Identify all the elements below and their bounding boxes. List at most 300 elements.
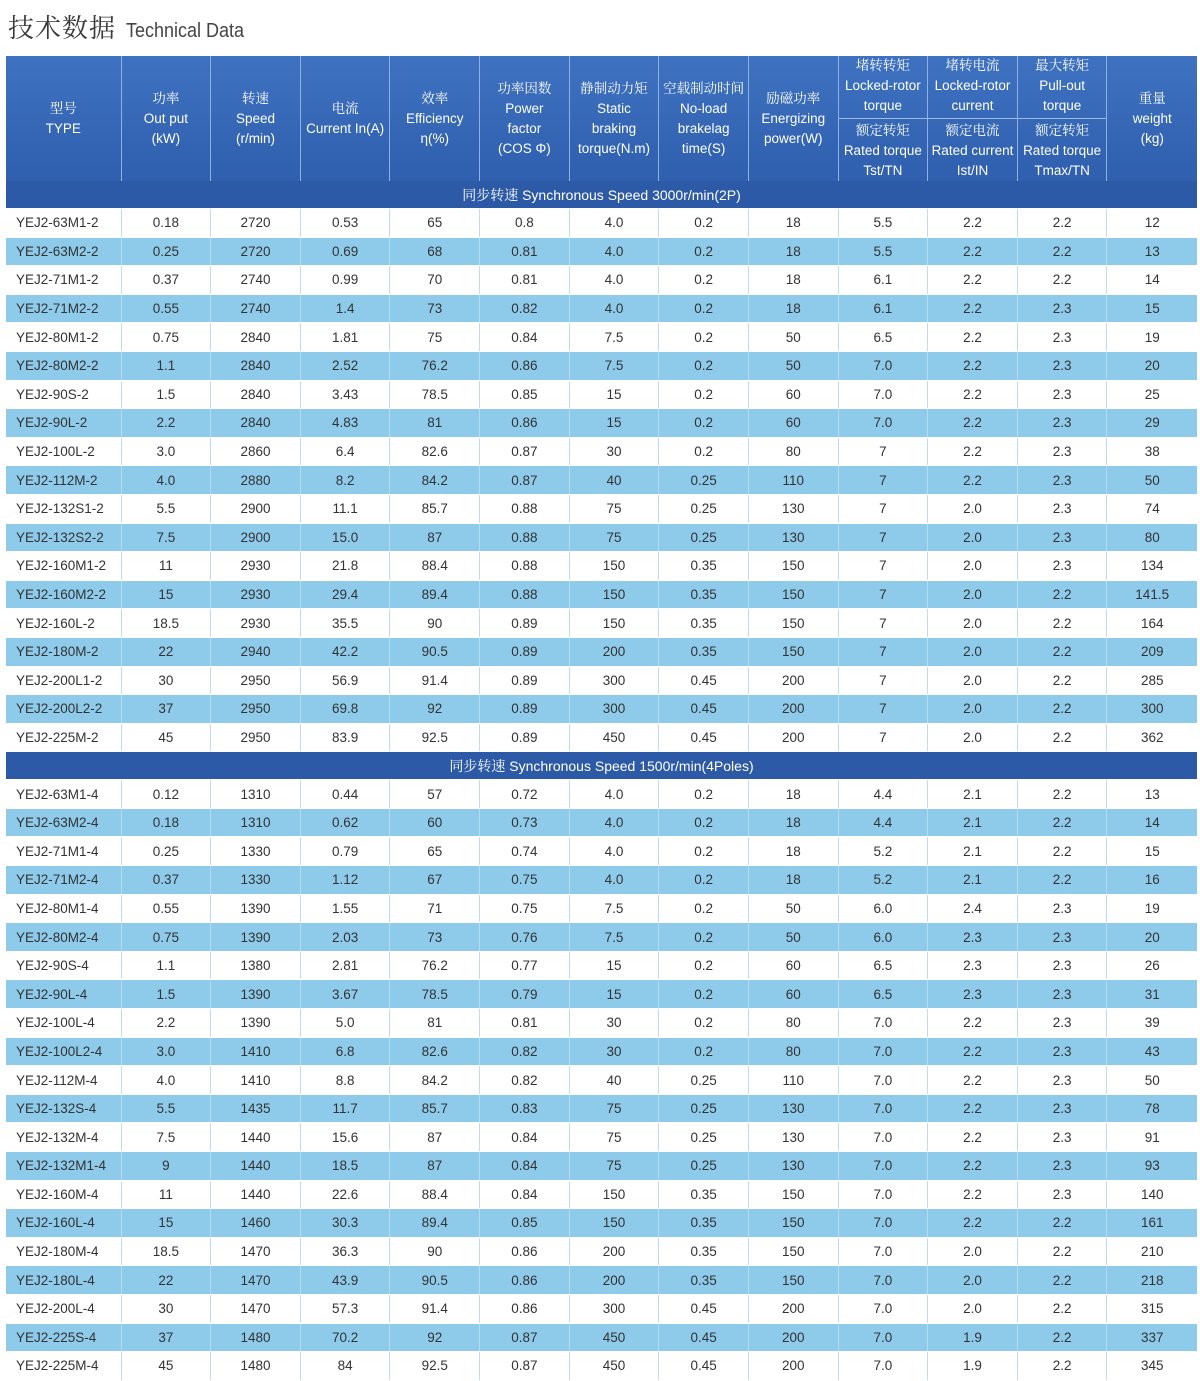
table-cell: 2.3 <box>1017 1066 1107 1095</box>
page-title-cn: 技术数据 <box>8 14 117 44</box>
model-type-cell: YEJ2-71M1-2 <box>6 266 121 295</box>
table-row <box>6 523 1197 552</box>
table-cell: 7.5 <box>569 323 659 352</box>
table-cell: 7.5 <box>569 351 659 380</box>
table-cell: 0.12 <box>121 780 211 809</box>
table-cell: 1390 <box>211 980 301 1009</box>
table-cell: 18 <box>748 294 838 323</box>
table-row <box>6 409 1197 438</box>
table-cell: 69.8 <box>300 695 390 724</box>
column-header-3 <box>300 56 390 181</box>
table-cell: 42.2 <box>300 637 390 666</box>
column-header-line: Rated current <box>931 143 1014 158</box>
table-cell: 7.0 <box>838 1180 928 1209</box>
table-cell: 2.3 <box>1017 1180 1107 1209</box>
column-header-10 <box>928 56 1018 181</box>
table-cell: 0.45 <box>659 666 749 695</box>
table-cell: 6.1 <box>838 266 928 295</box>
table-cell: 2.3 <box>1017 1009 1107 1038</box>
table-cell: 74 <box>1107 494 1197 523</box>
table-cell: 3.0 <box>121 437 211 466</box>
column-header-line: Rated torque <box>1023 143 1102 158</box>
table-cell: 2.3 <box>1017 380 1107 409</box>
table-cell: 7.0 <box>838 1209 928 1238</box>
table-cell: 1.9 <box>928 1323 1018 1352</box>
table-cell: 2.2 <box>1017 723 1107 752</box>
table-cell: 2840 <box>211 380 301 409</box>
column-header-line: brakelag <box>677 120 730 136</box>
column-header-line: Current In(A) <box>306 120 385 136</box>
table-cell: 6.0 <box>838 923 928 952</box>
table-cell: 81 <box>390 409 480 438</box>
table-cell: 0.82 <box>480 1037 570 1066</box>
table-cell: 15 <box>569 409 659 438</box>
table-cell: 1.81 <box>300 323 390 352</box>
table-cell: 209 <box>1107 637 1197 666</box>
table-cell: 5.5 <box>838 237 928 266</box>
table-cell: 70.2 <box>300 1323 390 1352</box>
table-cell: 0.25 <box>121 237 211 266</box>
table-cell: 11.1 <box>300 494 390 523</box>
table-cell: 67 <box>390 866 480 895</box>
table-cell: 2930 <box>211 580 301 609</box>
column-header-line: Static <box>597 100 631 116</box>
table-cell: 0.89 <box>480 666 570 695</box>
column-header-denominator <box>1018 118 1107 181</box>
table-cell: 4.0 <box>569 780 659 809</box>
table-cell: 7 <box>838 580 928 609</box>
table-cell: 0.25 <box>121 837 211 866</box>
table-cell: 87 <box>390 523 480 552</box>
table-cell: 73 <box>390 923 480 952</box>
table-cell: 150 <box>748 552 838 581</box>
table-cell: 80 <box>1107 523 1197 552</box>
table-cell: 2.2 <box>1017 1209 1107 1238</box>
table-cell: 2.2 <box>928 1209 1018 1238</box>
table-cell: 60 <box>390 808 480 837</box>
table-row <box>6 1266 1197 1295</box>
table-cell: 38 <box>1107 437 1197 466</box>
column-header-line: Energizing <box>761 110 826 126</box>
table-cell: 15 <box>1107 837 1197 866</box>
table-cell: 2.2 <box>1017 808 1107 837</box>
table-cell: 1480 <box>211 1352 301 1381</box>
table-row <box>6 494 1197 523</box>
column-header-line: 效率 <box>421 90 449 106</box>
column-header-line: weight <box>1132 110 1172 126</box>
table-cell: 2.3 <box>1017 923 1107 952</box>
table-cell: 2.2 <box>1017 1323 1107 1352</box>
table-cell: 0.81 <box>480 1009 570 1038</box>
table-cell: 0.2 <box>659 209 749 238</box>
column-header-line: Power <box>505 100 544 116</box>
table-cell: 81 <box>390 1009 480 1038</box>
table-cell: 22 <box>121 637 211 666</box>
model-type-cell: YEJ2-80M1-2 <box>6 323 121 352</box>
table-cell: 80 <box>748 1037 838 1066</box>
table-cell: 31 <box>1107 980 1197 1009</box>
table-cell: 210 <box>1107 1237 1197 1266</box>
table-cell: 0.25 <box>659 1152 749 1181</box>
table-cell: 90.5 <box>390 1266 480 1295</box>
table-cell: 0.86 <box>480 1294 570 1323</box>
table-cell: 7.5 <box>569 894 659 923</box>
column-header-line: Tmax/TN <box>1034 163 1090 178</box>
table-cell: 337 <box>1107 1323 1197 1352</box>
table-cell: 0.2 <box>659 951 749 980</box>
table-cell: 1.1 <box>121 351 211 380</box>
table-row <box>6 466 1197 495</box>
table-cell: 36.3 <box>300 1237 390 1266</box>
table-cell: 7.0 <box>838 1037 928 1066</box>
table-cell: 43 <box>1107 1037 1197 1066</box>
table-cell: 7.0 <box>838 1352 928 1381</box>
table-cell: 2.3 <box>1017 494 1107 523</box>
table-cell: 2.2 <box>121 1009 211 1038</box>
table-cell: 0.55 <box>121 294 211 323</box>
table-cell: 140 <box>1107 1180 1197 1209</box>
table-cell: 7 <box>838 494 928 523</box>
table-cell: 15 <box>569 951 659 980</box>
table-cell: 1390 <box>211 1009 301 1038</box>
table-cell: 200 <box>748 666 838 695</box>
table-cell: 150 <box>569 580 659 609</box>
table-cell: 150 <box>569 552 659 581</box>
table-cell: 1.9 <box>928 1352 1018 1381</box>
table-cell: 92.5 <box>390 723 480 752</box>
column-header-8 <box>748 56 838 181</box>
model-type-cell: YEJ2-225M-2 <box>6 723 121 752</box>
table-cell: 0.45 <box>659 1294 749 1323</box>
model-type-cell: YEJ2-132M1-4 <box>6 1152 121 1181</box>
page-title-en: Technical Data <box>126 20 245 42</box>
table-cell: 2.2 <box>928 1066 1018 1095</box>
table-cell: 2.3 <box>1017 951 1107 980</box>
model-type-cell: YEJ2-160M1-2 <box>6 552 121 581</box>
table-cell: 0.45 <box>659 1323 749 1352</box>
model-type-cell: YEJ2-80M2-4 <box>6 923 121 952</box>
table-cell: 1330 <box>211 866 301 895</box>
table-cell: 7.5 <box>121 523 211 552</box>
table-cell: 2.3 <box>928 980 1018 1009</box>
table-cell: 14 <box>1107 808 1197 837</box>
table-cell: 2.52 <box>300 351 390 380</box>
table-cell: 150 <box>569 609 659 638</box>
table-cell: 2.3 <box>1017 1094 1107 1123</box>
table-cell: 0.89 <box>480 723 570 752</box>
table-cell: 3.0 <box>121 1037 211 1066</box>
table-row <box>6 894 1197 923</box>
table-cell: 0.44 <box>300 780 390 809</box>
model-type-cell: YEJ2-90S-4 <box>6 951 121 980</box>
table-cell: 1435 <box>211 1094 301 1123</box>
table-cell: 1.55 <box>300 894 390 923</box>
column-header-7 <box>659 56 749 181</box>
table-cell: 0.18 <box>121 808 211 837</box>
table-cell: 161 <box>1107 1209 1197 1238</box>
table-cell: 73 <box>390 294 480 323</box>
table-cell: 68 <box>390 237 480 266</box>
table-cell: 6.5 <box>838 323 928 352</box>
table-cell: 1.5 <box>121 980 211 1009</box>
table-row <box>6 237 1197 266</box>
table-cell: 0.25 <box>659 523 749 552</box>
table-cell: 15.6 <box>300 1123 390 1152</box>
table-cell: 50 <box>1107 1066 1197 1095</box>
table-cell: 25 <box>1107 380 1197 409</box>
table-cell: 2740 <box>211 294 301 323</box>
column-header-line: Rated torque <box>843 143 922 158</box>
table-cell: 0.89 <box>480 609 570 638</box>
table-cell: 2.0 <box>928 552 1018 581</box>
column-header-9 <box>838 56 928 181</box>
table-row <box>6 808 1197 837</box>
table-cell: 80 <box>748 1009 838 1038</box>
table-cell: 2.3 <box>1017 552 1107 581</box>
model-type-cell: YEJ2-80M1-4 <box>6 894 121 923</box>
column-header-0 <box>6 56 121 181</box>
model-type-cell: YEJ2-100L2-4 <box>6 1037 121 1066</box>
table-row <box>6 1209 1197 1238</box>
table-cell: 150 <box>569 1209 659 1238</box>
model-type-cell: YEJ2-71M2-2 <box>6 294 121 323</box>
table-cell: 130 <box>748 523 838 552</box>
table-cell: 0.83 <box>480 1094 570 1123</box>
table-cell: 1.5 <box>121 380 211 409</box>
table-cell: 21.8 <box>300 552 390 581</box>
model-type-cell: YEJ2-90L-4 <box>6 980 121 1009</box>
table-cell: 2860 <box>211 437 301 466</box>
table-cell: 15.0 <box>300 523 390 552</box>
table-cell: 57.3 <box>300 1294 390 1323</box>
table-cell: 2.0 <box>928 666 1018 695</box>
table-cell: 150 <box>569 1180 659 1209</box>
table-cell: 1310 <box>211 808 301 837</box>
table-cell: 0.88 <box>480 580 570 609</box>
table-cell: 2.2 <box>1017 266 1107 295</box>
table-cell: 2.2 <box>1017 866 1107 895</box>
table-cell: 164 <box>1107 609 1197 638</box>
table-cell: 0.84 <box>480 1123 570 1152</box>
table-cell: 0.2 <box>659 1009 749 1038</box>
table-row <box>6 380 1197 409</box>
table-cell: 7 <box>838 695 928 724</box>
table-cell: 2.3 <box>1017 894 1107 923</box>
table-cell: 4.83 <box>300 409 390 438</box>
table-cell: 7.0 <box>838 409 928 438</box>
table-cell: 4.0 <box>569 808 659 837</box>
table-cell: 200 <box>748 695 838 724</box>
table-row <box>6 209 1197 238</box>
table-cell: 60 <box>748 980 838 1009</box>
table-cell: 285 <box>1107 666 1197 695</box>
table-cell: 200 <box>569 1266 659 1295</box>
model-type-cell: YEJ2-225M-4 <box>6 1352 121 1381</box>
table-cell: 0.2 <box>659 923 749 952</box>
column-header-line: time(S) <box>681 140 726 156</box>
table-cell: 85.7 <box>390 1094 480 1123</box>
table-row <box>6 437 1197 466</box>
table-cell: 2.2 <box>1017 609 1107 638</box>
table-cell: 0.2 <box>659 808 749 837</box>
table-cell: 2.03 <box>300 923 390 952</box>
table-cell: 110 <box>748 466 838 495</box>
table-cell: 2.2 <box>1017 237 1107 266</box>
column-header-line: η(%) <box>420 130 449 146</box>
table-cell: 19 <box>1107 894 1197 923</box>
column-header-line: No-load <box>679 100 728 116</box>
table-cell: 0.25 <box>659 1066 749 1095</box>
column-header-line: 额定转矩 <box>855 123 910 138</box>
column-header-line: 转速 <box>241 90 269 106</box>
table-cell: 5.5 <box>121 494 211 523</box>
table-cell: 200 <box>748 1352 838 1381</box>
table-cell: 0.18 <box>121 209 211 238</box>
table-cell: 2940 <box>211 637 301 666</box>
column-header-line: Ist/IN <box>956 163 989 178</box>
table-cell: 87 <box>390 1123 480 1152</box>
table-cell: 0.88 <box>480 494 570 523</box>
table-cell: 2.0 <box>928 1237 1018 1266</box>
table-cell: 2.2 <box>1017 580 1107 609</box>
table-cell: 2.0 <box>928 637 1018 666</box>
model-type-cell: YEJ2-80M2-2 <box>6 351 121 380</box>
table-cell: 6.5 <box>838 951 928 980</box>
table-cell: 0.86 <box>480 409 570 438</box>
table-cell: 0.35 <box>659 1237 749 1266</box>
table-cell: 134 <box>1107 552 1197 581</box>
column-header-line: 功率 <box>152 90 180 106</box>
model-type-cell: YEJ2-132S-4 <box>6 1094 121 1123</box>
table-cell: 141.5 <box>1107 580 1197 609</box>
table-cell: 2720 <box>211 237 301 266</box>
table-cell: 0.86 <box>480 1237 570 1266</box>
table-cell: 7.0 <box>838 1066 928 1095</box>
table-cell: 1410 <box>211 1037 301 1066</box>
table-cell: 2.2 <box>1017 1237 1107 1266</box>
table-cell: 0.84 <box>480 1152 570 1181</box>
table-cell: 0.2 <box>659 780 749 809</box>
table-cell: 2900 <box>211 523 301 552</box>
column-header-numerator <box>1020 56 1105 118</box>
column-header-line: current <box>951 98 994 113</box>
table-row <box>6 1037 1197 1066</box>
model-type-cell: YEJ2-132S2-2 <box>6 523 121 552</box>
table-cell: 2880 <box>211 466 301 495</box>
table-row <box>6 580 1197 609</box>
table-cell: 2.2 <box>121 409 211 438</box>
table-cell: 0.25 <box>659 494 749 523</box>
column-header-denominator <box>839 118 928 181</box>
table-cell: 150 <box>748 1237 838 1266</box>
table-cell: 0.84 <box>480 1180 570 1209</box>
column-header-numerator <box>841 56 926 118</box>
table-cell: 14 <box>1107 266 1197 295</box>
column-header-line: factor <box>507 120 542 136</box>
table-cell: 29.4 <box>300 580 390 609</box>
column-header-line: TYPE <box>45 120 81 136</box>
table-cell: 75 <box>569 494 659 523</box>
table-row <box>6 1352 1197 1381</box>
table-cell: 35.5 <box>300 609 390 638</box>
table-body <box>6 181 1197 1380</box>
table-cell: 0.87 <box>480 1352 570 1381</box>
table-cell: 84.2 <box>390 1066 480 1095</box>
table-cell: 0.85 <box>480 1209 570 1238</box>
table-cell: 0.69 <box>300 237 390 266</box>
table-header <box>6 56 1197 181</box>
model-type-cell: YEJ2-160L-2 <box>6 609 121 638</box>
table-cell: 0.35 <box>659 580 749 609</box>
column-header-1 <box>121 56 211 181</box>
table-cell: 2.2 <box>1017 837 1107 866</box>
table-cell: 1380 <box>211 951 301 980</box>
table-cell: 0.37 <box>121 266 211 295</box>
table-cell: 2.81 <box>300 951 390 980</box>
table-cell: 0.2 <box>659 237 749 266</box>
table-cell: 45 <box>121 723 211 752</box>
column-header-line: (r/min) <box>235 130 275 146</box>
table-cell: 2.2 <box>928 1037 1018 1066</box>
table-cell: 1390 <box>211 923 301 952</box>
table-cell: 0.45 <box>659 1352 749 1381</box>
table-cell: 2.4 <box>928 894 1018 923</box>
table-cell: 2.0 <box>928 1266 1018 1295</box>
table-cell: 88.4 <box>390 552 480 581</box>
table-cell: 6.5 <box>838 980 928 1009</box>
table-cell: 78.5 <box>390 980 480 1009</box>
section-title: 同步转速 Synchronous Speed 1500r/min(4Poles) <box>6 752 1197 780</box>
table-cell: 4.0 <box>121 466 211 495</box>
table-cell: 5.0 <box>300 1009 390 1038</box>
table-cell: 9 <box>121 1152 211 1181</box>
table-row <box>6 637 1197 666</box>
table-cell: 12 <box>1107 209 1197 238</box>
table-cell: 11 <box>121 552 211 581</box>
table-cell: 0.2 <box>659 894 749 923</box>
table-row <box>6 923 1197 952</box>
table-cell: 130 <box>748 494 838 523</box>
table-cell: 2.3 <box>1017 980 1107 1009</box>
page-title <box>8 8 257 48</box>
table-cell: 13 <box>1107 780 1197 809</box>
table-cell: 3.67 <box>300 980 390 1009</box>
column-header-line: Locked-rotor <box>934 78 1011 93</box>
table-cell: 2.2 <box>928 323 1018 352</box>
table-cell: 2.2 <box>928 1094 1018 1123</box>
table-cell: 0.45 <box>659 695 749 724</box>
table-cell: 7.0 <box>838 1094 928 1123</box>
table-cell: 1.4 <box>300 294 390 323</box>
table-cell: 6.4 <box>300 437 390 466</box>
column-header-denominator <box>928 118 1017 181</box>
table-cell: 0.2 <box>659 437 749 466</box>
column-header-line: 励磁功率 <box>766 90 821 106</box>
model-type-cell: YEJ2-200L-4 <box>6 1294 121 1323</box>
table-cell: 4.0 <box>569 837 659 866</box>
table-cell: 0.88 <box>480 523 570 552</box>
table-cell: 57 <box>390 780 480 809</box>
table-cell: 4.4 <box>838 780 928 809</box>
table-cell: 2.2 <box>1017 1352 1107 1381</box>
table-cell: 8.8 <box>300 1066 390 1095</box>
table-cell: 92.5 <box>390 1352 480 1381</box>
table-cell: 30 <box>121 1294 211 1323</box>
header-row <box>6 56 1197 181</box>
table-cell: 1460 <box>211 1209 301 1238</box>
table-row <box>6 780 1197 809</box>
table-cell: 0.81 <box>480 266 570 295</box>
